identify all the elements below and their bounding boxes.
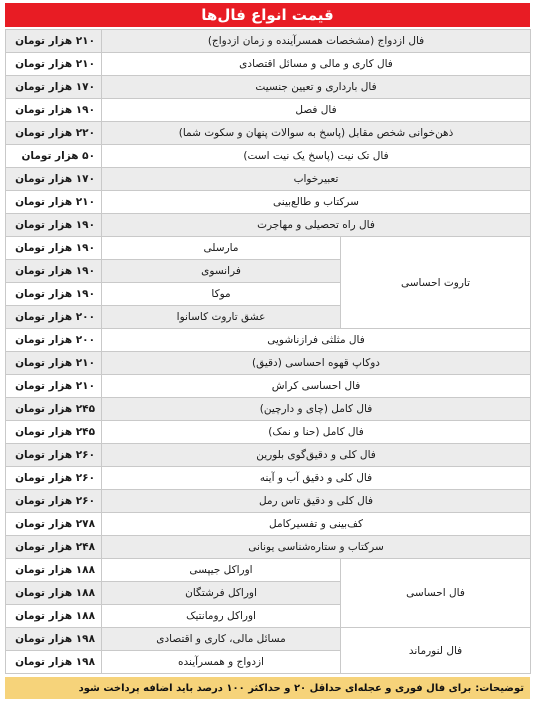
service-name: فال کامل (حنا و نمک) xyxy=(102,421,531,444)
service-price: ۲۴۵ هزار تومان xyxy=(6,421,102,444)
table-row xyxy=(6,490,531,513)
service-name: اوراکل رومانتیک xyxy=(102,605,341,628)
table-row xyxy=(6,375,531,398)
service-price: ۲۶۰ هزار تومان xyxy=(6,490,102,513)
service-name: فال کلی و دقیق تاس رمل xyxy=(102,490,531,513)
service-price: ۲۴۸ هزار تومان xyxy=(6,536,102,559)
service-name: فرانسوی xyxy=(102,260,341,283)
table-row xyxy=(6,421,531,444)
table-row xyxy=(6,444,531,467)
footnote-text: برای فال فوری و عجله‌ای حداقل ۲۰ و حداکثر ۱۰۰ درصد باید اضافه پرداخت شود xyxy=(78,682,472,694)
table-row xyxy=(6,352,531,375)
service-price: ۵۰ هزار تومان xyxy=(6,145,102,168)
service-price: ۱۹۸ هزار تومان xyxy=(6,628,102,651)
service-name: فال کامل (چای و دارچین) xyxy=(102,398,531,421)
group-label-oracle: فال احساسی xyxy=(341,559,531,628)
table-row xyxy=(6,237,531,260)
service-name: فال کاری و مالی و مسائل اقتصادی xyxy=(102,53,531,76)
table-row xyxy=(6,145,531,168)
service-price: ۲۱۰ هزار تومان xyxy=(6,53,102,76)
service-price: ۱۹۰ هزار تومان xyxy=(6,237,102,260)
service-price: ۲۰۰ هزار تومان xyxy=(6,306,102,329)
service-name: عشق تاروت کاسانوا xyxy=(102,306,341,329)
service-price: ۲۲۰ هزار تومان xyxy=(6,122,102,145)
table-row xyxy=(6,122,531,145)
table-row xyxy=(6,559,531,582)
footnote xyxy=(5,677,530,699)
table-row xyxy=(6,191,531,214)
service-price: ۲۱۰ هزار تومان xyxy=(6,375,102,398)
service-name: فال تک نیت (پاسخ یک نیت است) xyxy=(102,145,531,168)
service-price: ۱۷۰ هزار تومان xyxy=(6,168,102,191)
table-row xyxy=(6,30,531,53)
service-price: ۱۷۰ هزار تومان xyxy=(6,76,102,99)
service-name: فال احساسی کراش xyxy=(102,375,531,398)
service-name: فال مثلثی فرازناشویی xyxy=(102,329,531,352)
footnote-label: توضیحات: xyxy=(475,682,524,694)
table-row xyxy=(6,628,531,651)
service-price: ۱۸۸ هزار تومان xyxy=(6,582,102,605)
service-price: ۲۱۰ هزار تومان xyxy=(6,352,102,375)
table-row xyxy=(6,467,531,490)
service-name: فال بارداری و تعیین جنسیت xyxy=(102,76,531,99)
service-name: سرکتاب و ستاره‌شناسی یونانی xyxy=(102,536,531,559)
service-price: ۲۱۰ هزار تومان xyxy=(6,30,102,53)
service-price: ۱۹۰ هزار تومان xyxy=(6,214,102,237)
group-label-lenormand: فال لنورماند xyxy=(341,628,531,674)
table-row xyxy=(6,76,531,99)
service-price: ۱۹۰ هزار تومان xyxy=(6,99,102,122)
service-price: ۱۹۸ هزار تومان xyxy=(6,651,102,674)
table-row xyxy=(6,536,531,559)
service-price: ۲۴۵ هزار تومان xyxy=(6,398,102,421)
table-row xyxy=(6,168,531,191)
service-name: فال فصل xyxy=(102,99,531,122)
service-name: تعبیرخواب xyxy=(102,168,531,191)
service-name: ذهن‌خوانی شخص مقابل (پاسخ به سوالات پنهان و سکوت شما) xyxy=(102,122,531,145)
service-name: کف‌بینی و تفسیرکامل xyxy=(102,513,531,536)
service-price: ۲۱۰ هزار تومان xyxy=(6,191,102,214)
service-name: ازدواج و همسرآینده xyxy=(102,651,341,674)
table-row xyxy=(6,398,531,421)
service-name: مسائل مالی، کاری و اقتصادی xyxy=(102,628,341,651)
service-price: ۲۰۰ هزار تومان xyxy=(6,329,102,352)
service-price: ۱۸۸ هزار تومان xyxy=(6,605,102,628)
table-row xyxy=(6,214,531,237)
table-row xyxy=(6,329,531,352)
service-price: ۲۶۰ هزار تومان xyxy=(6,467,102,490)
service-name: فال کلی و دقیق‌گوی بلورین xyxy=(102,444,531,467)
service-name: فال راه تحصیلی و مهاجرت xyxy=(102,214,531,237)
price-table xyxy=(5,29,531,674)
table-row xyxy=(6,99,531,122)
service-name: اوراکل جیپسی xyxy=(102,559,341,582)
service-name: موکا xyxy=(102,283,341,306)
service-name: دوکاپ قهوه احساسی (دقیق) xyxy=(102,352,531,375)
service-price: ۲۷۸ هزار تومان xyxy=(6,513,102,536)
page-title: قیمت انواع فال‌ها xyxy=(5,3,530,27)
service-price: ۱۸۸ هزار تومان xyxy=(6,559,102,582)
service-name: سرکتاب و طالع‌بینی xyxy=(102,191,531,214)
service-name: مارسلی xyxy=(102,237,341,260)
table-row xyxy=(6,513,531,536)
service-price: ۱۹۰ هزار تومان xyxy=(6,283,102,306)
service-name: فال کلی و دقیق آب و آینه xyxy=(102,467,531,490)
service-price: ۲۶۰ هزار تومان xyxy=(6,444,102,467)
table-row xyxy=(6,53,531,76)
service-price: ۱۹۰ هزار تومان xyxy=(6,260,102,283)
group-label-tarot: تاروت احساسی xyxy=(341,237,531,329)
service-name: اوراکل فرشتگان xyxy=(102,582,341,605)
service-name: فال ازدواج (مشخصات همسرآینده و زمان ازدواج) xyxy=(102,30,531,53)
